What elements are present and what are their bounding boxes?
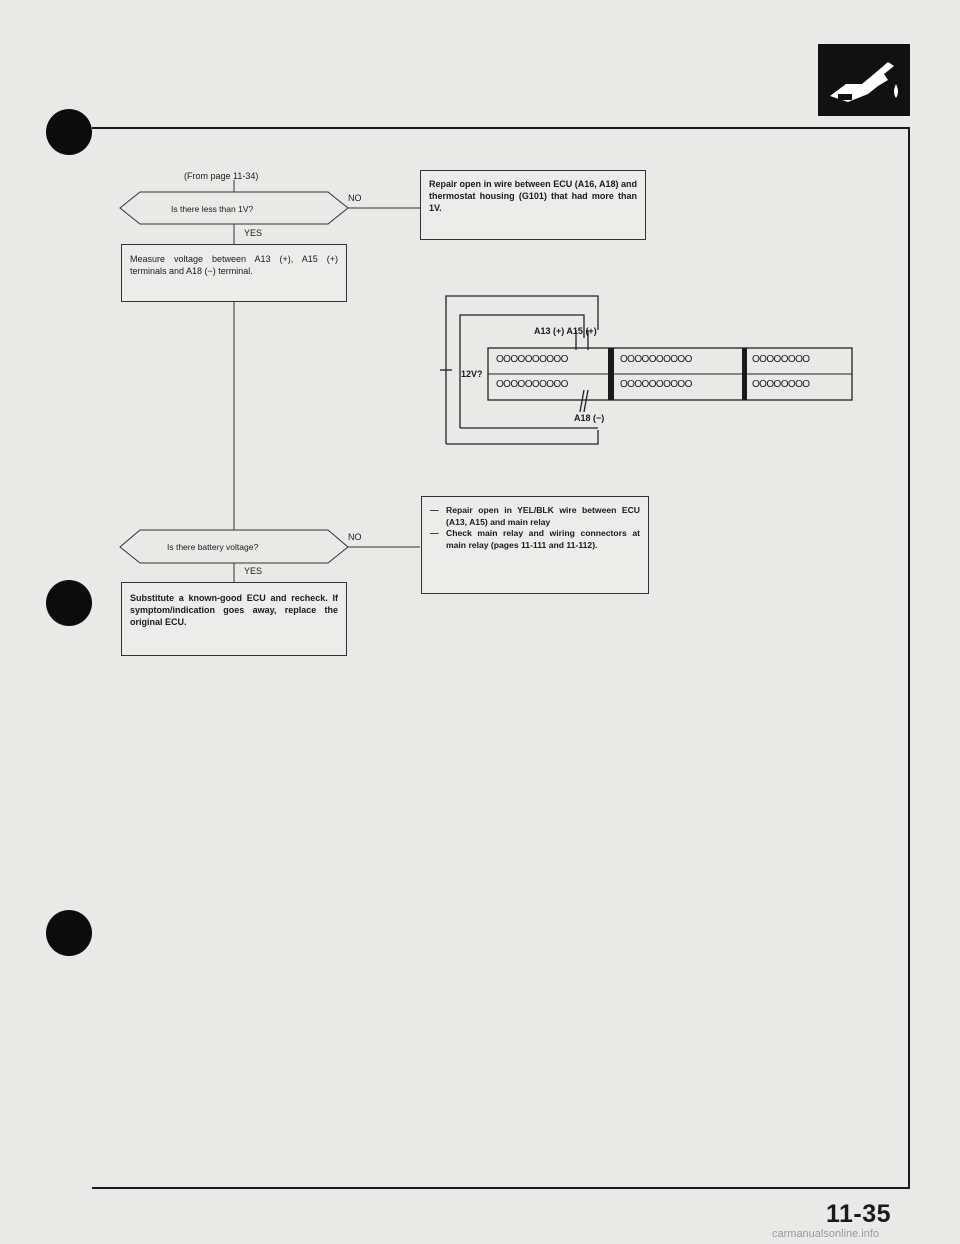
connector-bottom-label: A18 (−) (574, 413, 605, 423)
connector-row-1-seg-3: OOOOOOOO (752, 354, 810, 365)
q2-yes-label: YES (244, 566, 263, 576)
connector-row-2-seg-2: OOOOOOOOOO (620, 379, 692, 390)
substitute-ecu-text: Substitute a known-good ECU and recheck. If symptom/indication goes away, replace the original ECU. (130, 593, 338, 627)
connector-row-2-seg-3: OOOOOOOO (752, 379, 810, 390)
repair-relay-list (430, 505, 640, 551)
from-page-label: (From page 11-34) (184, 171, 259, 181)
repair-relay-box (421, 496, 649, 594)
q2-no-label: NO (348, 532, 362, 542)
check-relay-item: — Check main relay and wiring connectors at main relay (pages 11-111 and 11-112). (430, 528, 640, 551)
connector-top-label: A13 (+) A15 (+) (534, 326, 597, 336)
q1-no-label: NO (348, 193, 362, 203)
measure-voltage-text: Measure voltage between A13 (+), A15 (+) terminals and A18 (−) terminal. (130, 254, 338, 276)
q1-yes-label: YES (244, 228, 263, 238)
connector-voltage-label: 12V? (461, 369, 483, 379)
watermark: carmanualsonline.info (772, 1228, 880, 1240)
page-number: 11-35 (826, 1200, 892, 1228)
q2-text: Is there battery voltage? (167, 542, 259, 552)
connector-row-1-seg-2: OOOOOOOOOO (620, 354, 692, 365)
repair-relay-item: — Repair open in YEL/BLK wire between ECU (A13, A15) and main relay (430, 505, 640, 528)
connector-row-1-seg-1: OOOOOOOOOO (496, 354, 568, 365)
q1-text: Is there less than 1V? (171, 204, 254, 214)
repair-wire-text: Repair open in wire between ECU (A16, A18) and thermostat housing (G101) that had more than 1V. (429, 179, 637, 213)
substitute-ecu-box (121, 582, 347, 656)
connector-row-2-seg-1: OOOOOOOOOO (496, 379, 568, 390)
